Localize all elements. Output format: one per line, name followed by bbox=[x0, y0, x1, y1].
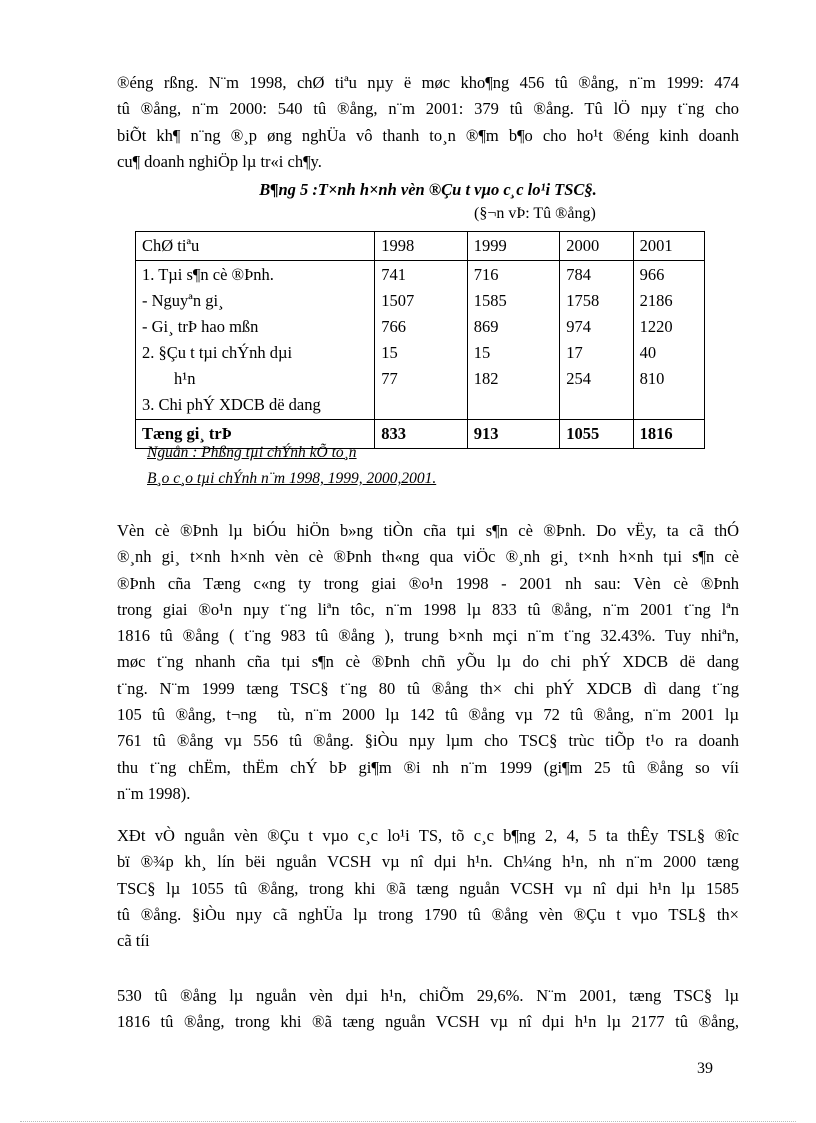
paragraph-long-term bbox=[117, 983, 739, 1036]
text-line: bï ®¾p kh¸ lín bëi nguån VCSH vµ nî dµi h¹n. Ch¼ng h¹n, nh n¨m 2000 tæng bbox=[117, 852, 739, 872]
label-cell bbox=[136, 261, 375, 420]
text-line: ®Þnh cña Tæng c«ng ty trong giai ®o¹n 1998 - 2001 nh sau: Vèn cè ®Þnh bbox=[117, 573, 739, 593]
row-label: - Nguyªn gi¸ bbox=[142, 291, 224, 310]
paragraph-capital-source bbox=[117, 823, 739, 954]
text-line: 1816 tû ®ång, trong khi ®ã tæng nguån VCSH vµ nî dµi h¹n lµ 2177 tû ®ång, bbox=[117, 1012, 739, 1032]
value: 784 bbox=[566, 265, 591, 284]
text-line: 761 tû ®ång vµ 556 tû ®ång. §iÒu nµy lµm cho TSC§ trùc tiÕp t¹o ra doanh bbox=[117, 731, 739, 751]
text-line: trong giai ®o¹n nµy t¨ng liªn tôc, n¨m 1998 lµ 833 tû ®ång, n¨m 2001 t¨ng lªn bbox=[117, 599, 739, 619]
value: 966 bbox=[639, 265, 665, 284]
text-line: møc t¨ng nhanh cña tµi s¶n cè ®Þnh chñ yÕu lµ do chi phÝ XDCB dë dang bbox=[117, 652, 739, 672]
value: 1758 bbox=[566, 291, 600, 310]
text-line: t¨ng. N¨m 1999 tæng TSC§ t¨ng 80 tû ®ång th× chi phÝ XDCB dì dang t¨ng bbox=[117, 678, 739, 698]
value: 40 bbox=[639, 343, 657, 362]
value: 2186 bbox=[639, 291, 673, 310]
header-cell: 2000 bbox=[560, 232, 633, 261]
value: 15 bbox=[473, 343, 491, 362]
text-line: tû ®ång, n¨m 2000: 540 tû ®ång, n¨m 2001: 379 tû ®ång. Tû lÖ nµy t¨ng cho bbox=[117, 99, 739, 119]
footer-divider bbox=[20, 1121, 796, 1122]
total-value: 833 bbox=[375, 420, 467, 449]
value: 15 bbox=[381, 343, 398, 362]
row-label: 1. Tµi s¶n cè ®Þnh. bbox=[142, 265, 274, 284]
table-body-row bbox=[136, 261, 705, 420]
value: 869 bbox=[473, 317, 499, 336]
total-value: 1055 bbox=[560, 420, 633, 449]
row-label: h¹n bbox=[174, 369, 196, 388]
total-value: 1816 bbox=[633, 420, 704, 449]
value: 716 bbox=[473, 265, 499, 284]
data-table bbox=[135, 231, 705, 449]
text-line: 530 tû ®ång lµ nguån vèn dµi h¹n, chiÕm 29,6%. N¨m 2001, tæng TSC§ lµ bbox=[117, 986, 739, 1005]
value: 254 bbox=[566, 369, 591, 388]
row-label: 2. §Çu t tµi chÝnh dµi bbox=[142, 343, 293, 362]
text-line: n¨m 1998). bbox=[117, 783, 191, 803]
header-cell: 1999 bbox=[467, 232, 559, 261]
text-line: cã tíi bbox=[117, 931, 150, 951]
header-cell: 1998 bbox=[375, 232, 467, 261]
table-header-row bbox=[136, 232, 705, 261]
source-note: B¸o c¸o tµi chÝnh n¨m 1998, 1999, 2000,2001. bbox=[147, 470, 437, 487]
text-line: XÐt vÒ nguån vèn ®Çu t vµo c¸c lo¹i TS, tõ c¸c b¶ng 2, 4, 5 ta thÊy TSL§ ®îc bbox=[117, 826, 739, 845]
paragraph-fixed-capital bbox=[117, 518, 739, 807]
total-value: 913 bbox=[467, 420, 559, 449]
text-line: thu t¨ng chËm, thËm chÝ bÞ gi¶m ®i nh n¨m 1999 (gi¶m 25 tû ®ång so víi bbox=[117, 757, 739, 777]
value-cell-1999 bbox=[467, 261, 559, 420]
row-label: 3. Chi phÝ XDCB dë dang bbox=[142, 395, 321, 414]
table-unit: (§¬n vÞ: Tû ®ång) bbox=[474, 205, 596, 222]
row-label: - Gi¸ trÞ hao mßn bbox=[142, 317, 259, 336]
value-cell-1998 bbox=[375, 261, 467, 420]
value: 77 bbox=[381, 369, 398, 388]
table-caption: B¶ng 5 :T×nh h×nh vèn ®Çu t vµo c¸c lo¹i TSC§. bbox=[259, 180, 597, 199]
paragraph-intro bbox=[117, 70, 739, 175]
value: 1220 bbox=[639, 317, 673, 336]
value: 741 bbox=[381, 265, 406, 284]
text-line: cu¶ doanh nghiÖp lµ tr«i ch¶y. bbox=[117, 151, 322, 171]
text-line: 105 tû ®ång, t¬ng tù, n¨m 2000 lµ 142 tû ®ång vµ 72 tû ®ång, n¨m 2001 lµ bbox=[117, 705, 739, 725]
text-line: ®¸nh gi¸ t×nh h×nh vèn cè ®Þnh th«ng qua viÖc ®¸nh gi¸ t×nh h×nh tµi s¶n cè bbox=[117, 547, 739, 567]
page-number: 39 bbox=[697, 1060, 713, 1077]
value: 1585 bbox=[473, 291, 507, 310]
text-line: ®éng rßng. N¨m 1998, chØ tiªu nµy ë møc kho¶ng 456 tû ®ång, n¨m 1999: 474 bbox=[117, 73, 739, 92]
text-line: 1816 tû ®ång ( t¨ng 983 tû ®ång ), trung b×nh mçi n¨m t¨ng 32.43%. Tuy nhiªn, bbox=[117, 626, 739, 646]
value-cell-2000 bbox=[560, 261, 633, 420]
value: 17 bbox=[566, 343, 583, 362]
source-note: Nguån : Phßng tµi chÝnh kÕ to¸n bbox=[147, 444, 357, 461]
header-cell: ChØ tiªu bbox=[136, 232, 375, 261]
text-line: TSC§ lµ 1055 tû ®ång, trong khi ®ã tæng nguån VCSH vµ nî dµi h¹n lµ 1585 bbox=[117, 878, 739, 898]
text-line: biÕt kh¶ n¨ng ®¸p øng nghÜa vô thanh to¸n ®¶m b¶o cho ho¹t ®éng kinh doanh bbox=[117, 125, 739, 145]
header-cell: 2001 bbox=[633, 232, 704, 261]
value: 810 bbox=[639, 369, 665, 388]
text-line: tû ®ång. §iÒu nµy cã nghÜa lµ trong 1790 tû ®ång vèn ®Çu t vµo TSL§ th× bbox=[117, 904, 739, 924]
text-line: Vèn cè ®Þnh lµ biÓu hiÖn b»ng tiÒn cña tµi s¶n cè ®Þnh. Do vËy, ta cã thÓ bbox=[117, 521, 739, 540]
value: 974 bbox=[566, 317, 591, 336]
value: 766 bbox=[381, 317, 406, 336]
value-cell-2001 bbox=[633, 261, 704, 420]
value: 182 bbox=[473, 369, 499, 388]
value: 1507 bbox=[381, 291, 415, 310]
total-label: Tæng gi¸ trÞ bbox=[136, 420, 375, 449]
